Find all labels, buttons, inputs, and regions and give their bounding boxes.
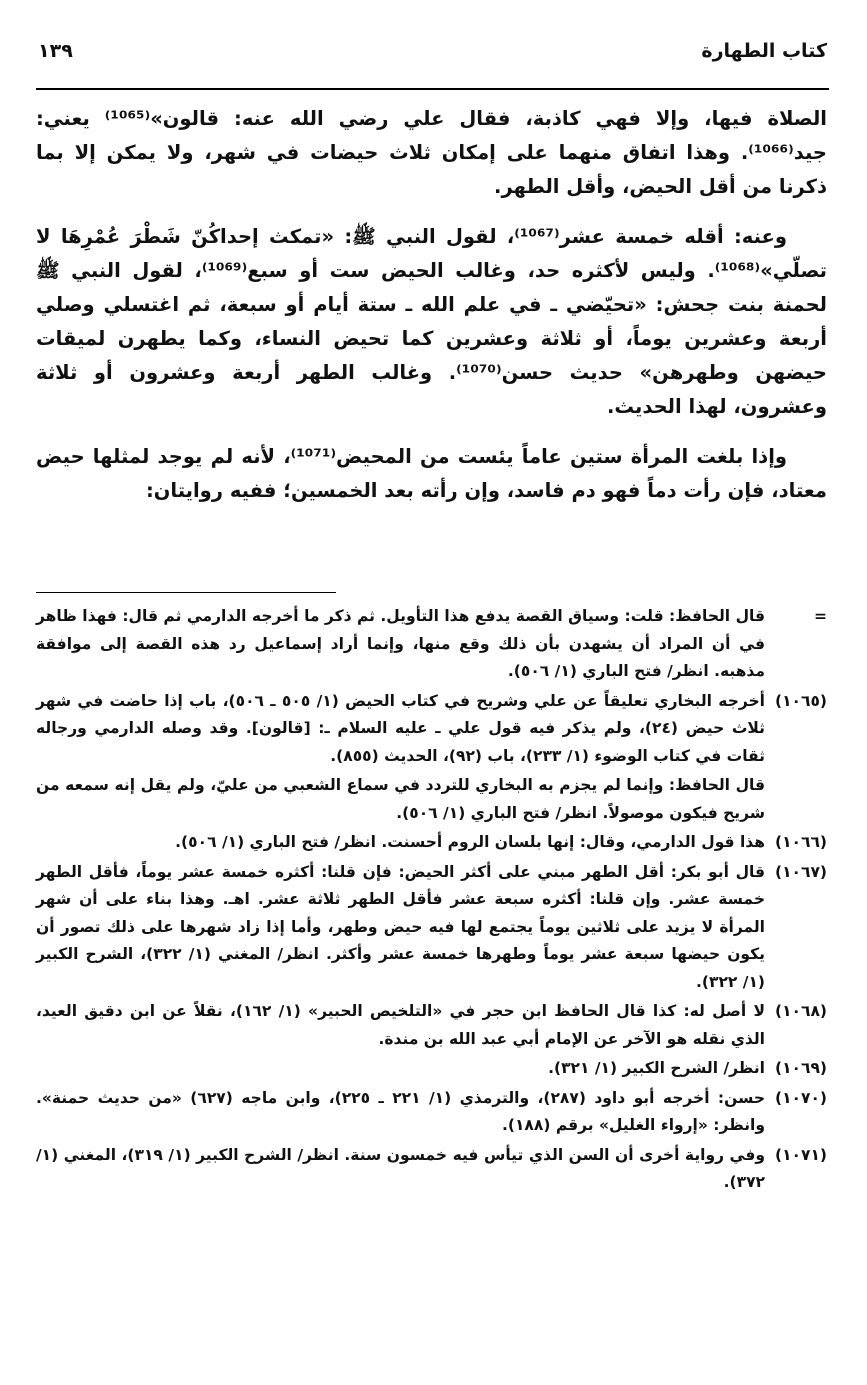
footnote-number: (١٠٦٩) <box>774 1059 827 1077</box>
footnote-text: قال أبو بكر: أقل الطهر مبني على أكثر الحيض: فإن قلنا: أكثره خمسة عشر يوماً، فأقل الطهر خمسة عشر. وإن قلنا: أكثره سبعة عشر فأقل الطهر ثلاثة عشر. اهـ. وهذا بناء على أن شهر المرأة لا يزيد على ثلاثين يوماً يجتمع لها فيه حيض وطهر، وأما إذا زاد شهرها على ذلك تصور أن يكون حيضها سبعة عشر يوماً وطهرها خمسة عشر وأكثر. انظر/ المغني (١/ ٣٢٢)، الشرح الكبير (١/ ٣٢٢). <box>36 862 765 991</box>
footnote <box>36 859 827 997</box>
body-paragraph: وإذا بلغت المرأة ستين عاماً يئست من المحيض⁽¹⁰⁷¹⁾، لأنه لم يوجد لمثلها حيض معتاد، فإن رأت دماً فهو دم فاسد، وإن رأته بعد الخمسين؛ ففيه روايتان: <box>36 445 827 502</box>
footnote-number: (١٠٦٧) <box>774 862 827 881</box>
footnote-number: (١٠٦٨) <box>774 1002 827 1020</box>
running-title: كتاب الطهارة <box>701 40 827 62</box>
footnote-text: لا أصل له: كذا قال الحافظ ابن حجر في «التلخيص الحبير» (١/ ١٦٢)، نقلاً عن ابن دقيق العيد، الذي نقله هو الآخر عن الإمام أبي عبد الله بن مندة. <box>36 1002 765 1048</box>
page-number: ١٣٩ <box>38 40 73 62</box>
footnote-text: انظر/ الشرح الكبير (١/ ٣٢١). <box>548 1059 765 1077</box>
footnote <box>36 829 827 857</box>
footnote <box>36 1055 827 1083</box>
footnote-separator <box>36 592 336 593</box>
footnote-text: وفي رواية أخرى أن السن الذي تيأس فيه خمسون سنة. انظر/ الشرح الكبير (١/ ٣١٩)، المغني (١/ ٣٧٢). <box>36 1145 765 1191</box>
footnote-text: أخرجه البخاري تعليقاً عن علي وشريح في كتاب الحيض (١/ ٥٠٥ ـ ٥٠٦)، باب إذا حاضت في شهر ثلاث حيض (٢٤)، ولم يذكر فيه قول علي ـ عليه السلام ـ: [قالون]. وقد وصله الدارمي ورجاله ثقات في كتاب الوضوء (١/ ٢٣٣)، باب (٩٢)، الحديث (٨٥٥). <box>36 691 766 765</box>
footnote-number: (١٠٦٥) <box>774 691 827 710</box>
footnote-text: هذا قول الدارمي، وقال: إنها بلسان الروم أحسنت. انظر/ فتح الباري (١/ ٥٠٦). <box>175 833 765 851</box>
footnote-number: (١٠٦٦) <box>774 833 827 851</box>
footnote-number: (١٠٧١) <box>774 1145 827 1164</box>
main-text <box>36 102 827 524</box>
page-header <box>38 40 827 80</box>
footnote <box>36 1085 827 1140</box>
body-paragraph: الصلاة فيها، وإلا فهي كاذبة، فقال علي رضي الله عنه: قالون»⁽¹⁰⁶⁵⁾ يعني: جيد⁽¹⁰⁶⁶⁾. وهذا اتفاق منهما على إمكان ثلاث حيضات في شهر، ولا يمكن إلا بما ذكرنا من أقل الحيض، وأقل الطهر. <box>36 107 827 198</box>
footnote-number: (١٠٧٠) <box>774 1088 827 1107</box>
footnote <box>36 1142 827 1197</box>
footnote <box>36 603 827 686</box>
footnote-text: قال الحافظ: قلت: وسياق القصة يدفع هذا التأويل. ثم ذكر ما أخرجه الدارمي ثم قال: فهذا ظاهر في أن المراد أن يشهدن بأن ذلك وقع منها، وإنما أراد إسماعيل رد هذه القصة إلى موافقة مذهبه. انظر/ فتح الباري (١/ ٥٠٦). <box>36 607 765 680</box>
footnote <box>36 998 827 1053</box>
footnote <box>36 688 827 771</box>
footnote-text: حسن: أخرجه أبو داود (٢٨٧)، والترمذي (١/ ٢٢١ ـ ٢٢٥)، وابن ماجه (٦٢٧) «من حديث حمنة». وانظر: «إرواء الغليل» برقم (١٨٨). <box>36 1088 766 1134</box>
footnote-number: = <box>814 607 827 625</box>
footnote-continuation <box>36 772 827 827</box>
footnote-text: قال الحافظ: وإنما لم يجزم به البخاري للتردد في سماع الشعبي من عليّ، ولم يقل إنه سمعه من شريح فيكون موصولاً. انظر/ فتح الباري (١/ ٥٠٦). <box>36 776 765 822</box>
footnotes <box>36 603 827 1199</box>
header-rule <box>36 88 829 90</box>
body-paragraph: وعنه: أقله خمسة عشر⁽¹⁰⁶⁷⁾، لقول النبي ﷺ: «تمكث إحداكُنّ شَطْرَ عُمْرِهَا لا تصلّي»⁽¹⁰⁶⁸⁾. وليس لأكثره حد، وغالب الحيض ست أو سبع⁽¹⁰⁶⁹⁾، لقول النبي ﷺ لحمنة بنت جحش: «تحيّضي ـ في علم الله ـ ستة أيام أو سبعة، ثم اغتسلي وصلي أربعة وعشرين يوماً، أو ثلاثة وعشرين كما تحيض النساء، وكما يطهرن لميقات حيضهن وطهرهن» حديث حسن⁽¹⁰⁷⁰⁾. وغالب الطهر أربعة وعشرون أو ثلاثة وعشرون، لهذا الحديث. <box>36 225 827 418</box>
